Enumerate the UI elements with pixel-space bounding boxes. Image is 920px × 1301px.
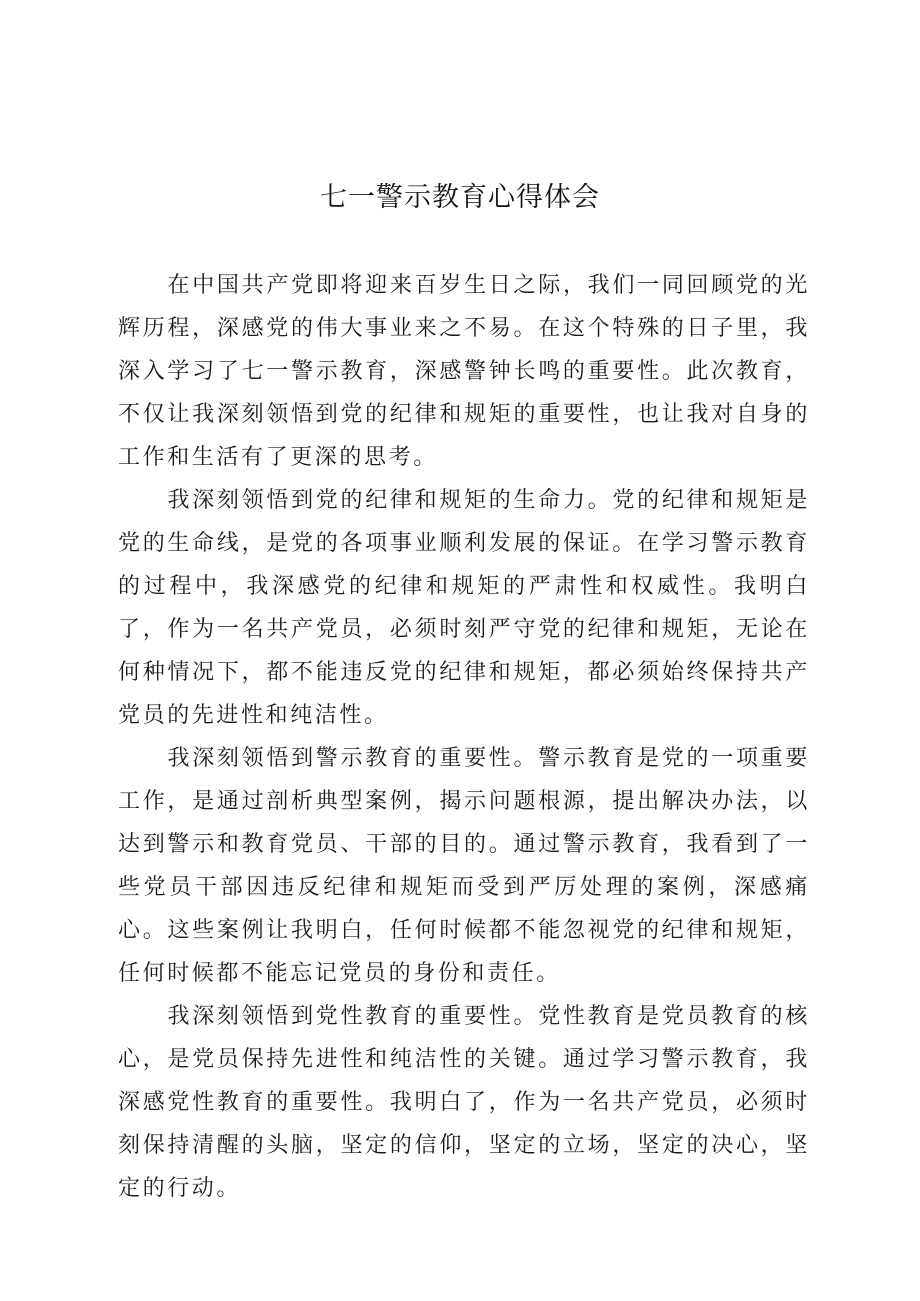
paragraph-4: 我深刻领悟到党性教育的重要性。党性教育是党员教育的核心，是党员保持先进性和纯洁性的关键。通过学习警示教育，我深感党性教育的重要性。我明白了，作为一名共产党员，必须时刻保持清醒的头脑，坚定的信仰，坚定的立场，坚定的决心，坚定的行动。	[118, 1004, 810, 1201]
document-title: 七一警示教育心得体会	[320, 182, 600, 213]
document-body	[118, 264, 810, 1210]
paragraph-1: 在中国共产党即将迎来百岁生日之际，我们一同回顾党的光辉历程，深感党的伟大事业来之不易。在这个特殊的日子里，我深入学习了七一警示教育，深感警钟长鸣的重要性。此次教育，不仅让我深刻领悟到党的纪律和规矩的重要性，也让我对自身的工作和生活有了更深的思考。	[118, 273, 810, 470]
paragraph-2: 我深刻领悟到党的纪律和规矩的生命力。党的纪律和规矩是党的生命线，是党的各项事业顺利发展的保证。在学习警示教育的过程中，我深感党的纪律和规矩的严肃性和权威性。我明白了，作为一名共产党员，必须时刻严守党的纪律和规矩，无论在何种情况下，都不能违反党的纪律和规矩，都必须始终保持共产党员的先进性和纯洁性。	[118, 488, 810, 728]
paragraph-3: 我深刻领悟到警示教育的重要性。警示教育是党的一项重要工作，是通过剖析典型案例，揭示问题根源，提出解决办法，以达到警示和教育党员、干部的目的。通过警示教育，我看到了一些党员干部因违反纪律和规矩而受到严厉处理的案例，深感痛心。这些案例让我明白，任何时候都不能忽视党的纪律和规矩，任何时候都不能忘记党员的身份和责任。	[118, 746, 810, 986]
